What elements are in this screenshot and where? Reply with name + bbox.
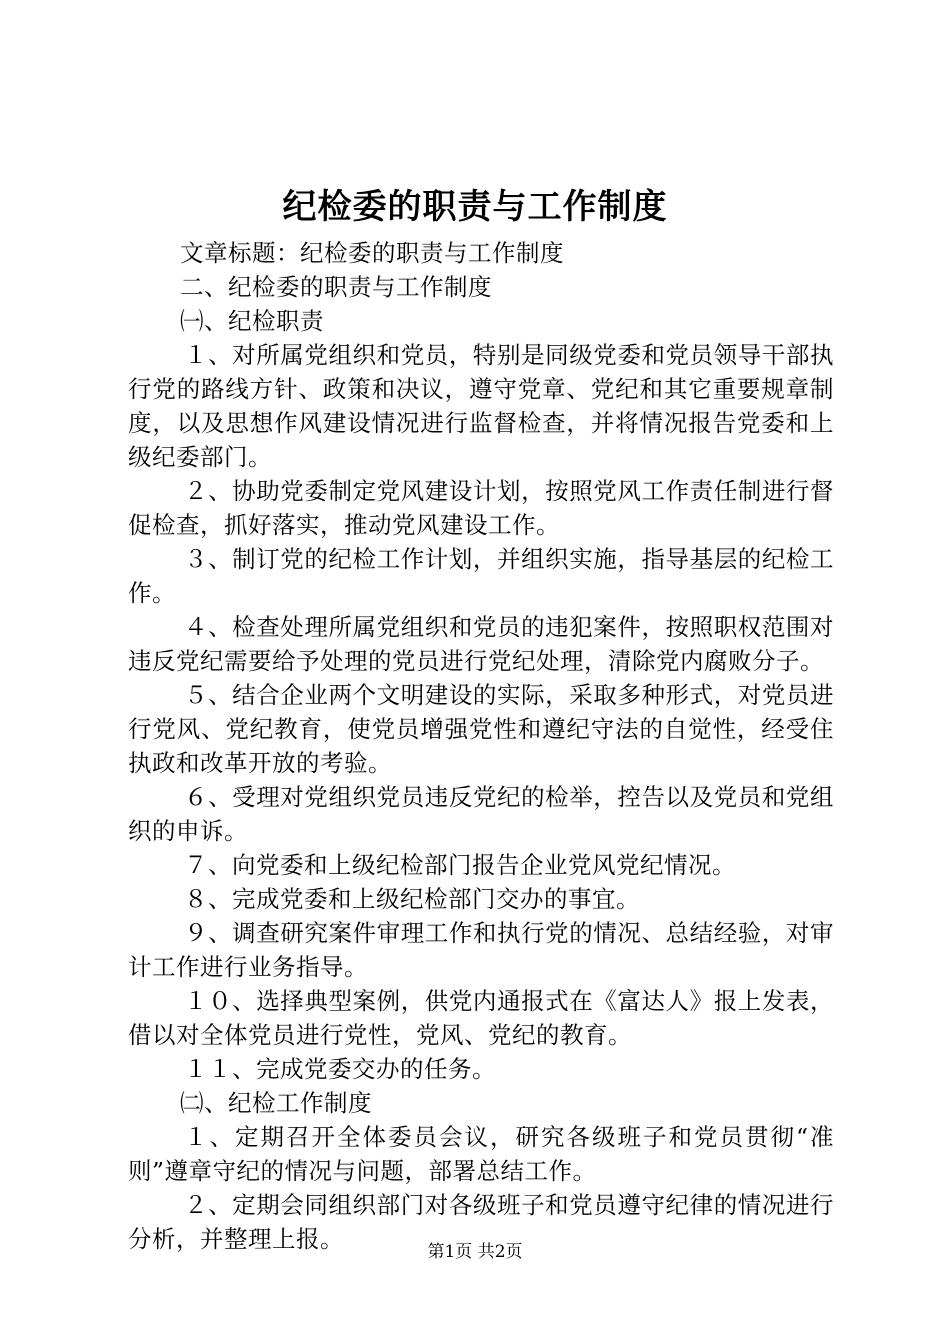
list-item: ４、检查处理所属党组织和党员的违犯案件，按照职权范围对违反党纪需要给予处理的党员进行党纪处理，清除党内腐败分子。 [128, 613, 834, 675]
paragraph: 文章标题：纪检委的职责与工作制度 [180, 239, 564, 267]
list-item: １、定期召开全体委员会议，研究各级班子和党员贯彻“准则”遵章守纪的情况与问题，部署总结工作。 [128, 1123, 834, 1185]
list-item: ６、受理对党组织党员违反党纪的检举，控告以及党员和党组织的申诉。 [128, 783, 834, 845]
section-heading: ㈡、纪检工作制度 [180, 1089, 372, 1117]
page-footer: 第1页 共2页 [427, 1242, 523, 1262]
list-item: ２、定期会同组织部门对各级班子和党员遵守纪律的情况进行分析，并整理上报。 [128, 1191, 834, 1253]
paragraph: 二、纪检委的职责与工作制度 [180, 273, 492, 301]
document-body [128, 236, 834, 1256]
list-item: ３、制订党的纪检工作计划，并组织实施，指导基层的纪检工作。 [128, 545, 834, 607]
list-item: ７、向党委和上级纪检部门报告企业党风党纪情况。 [184, 851, 736, 879]
list-item: ９、调查研究案件审理工作和执行党的情况、总结经验，对审计工作进行业务指导。 [128, 919, 834, 981]
list-item: ５、结合企业两个文明建设的实际，采取多种形式，对党员进行党风、党纪教育，使党员增强党性和遵纪守法的自觉性，经受住执政和改革开放的考验。 [128, 681, 834, 777]
section-heading: ㈠、纪检职责 [180, 307, 324, 335]
list-item: １１、完成党委交办的任务。 [184, 1055, 496, 1083]
list-item: １０、选择典型案例，供党内通报式在《富达人》报上发表，借以对全体党员进行党性，党风、党纪的教育。 [128, 987, 834, 1049]
list-item: ８、完成党委和上级纪检部门交办的事宜。 [184, 885, 640, 913]
list-item: ２、协助党委制定党风建设计划，按照党风工作责任制进行督促检查，抓好落实，推动党风建设工作。 [128, 477, 834, 539]
list-item: １、对所属党组织和党员，特别是同级党委和党员领导干部执行党的路线方针、政策和决议，遵守党章、党纪和其它重要规章制度，以及思想作风建设情况进行监督检查，并将情况报告党委和上级纪委部门。 [128, 341, 834, 471]
document-title: 纪检委的职责与工作制度 [282, 187, 668, 227]
